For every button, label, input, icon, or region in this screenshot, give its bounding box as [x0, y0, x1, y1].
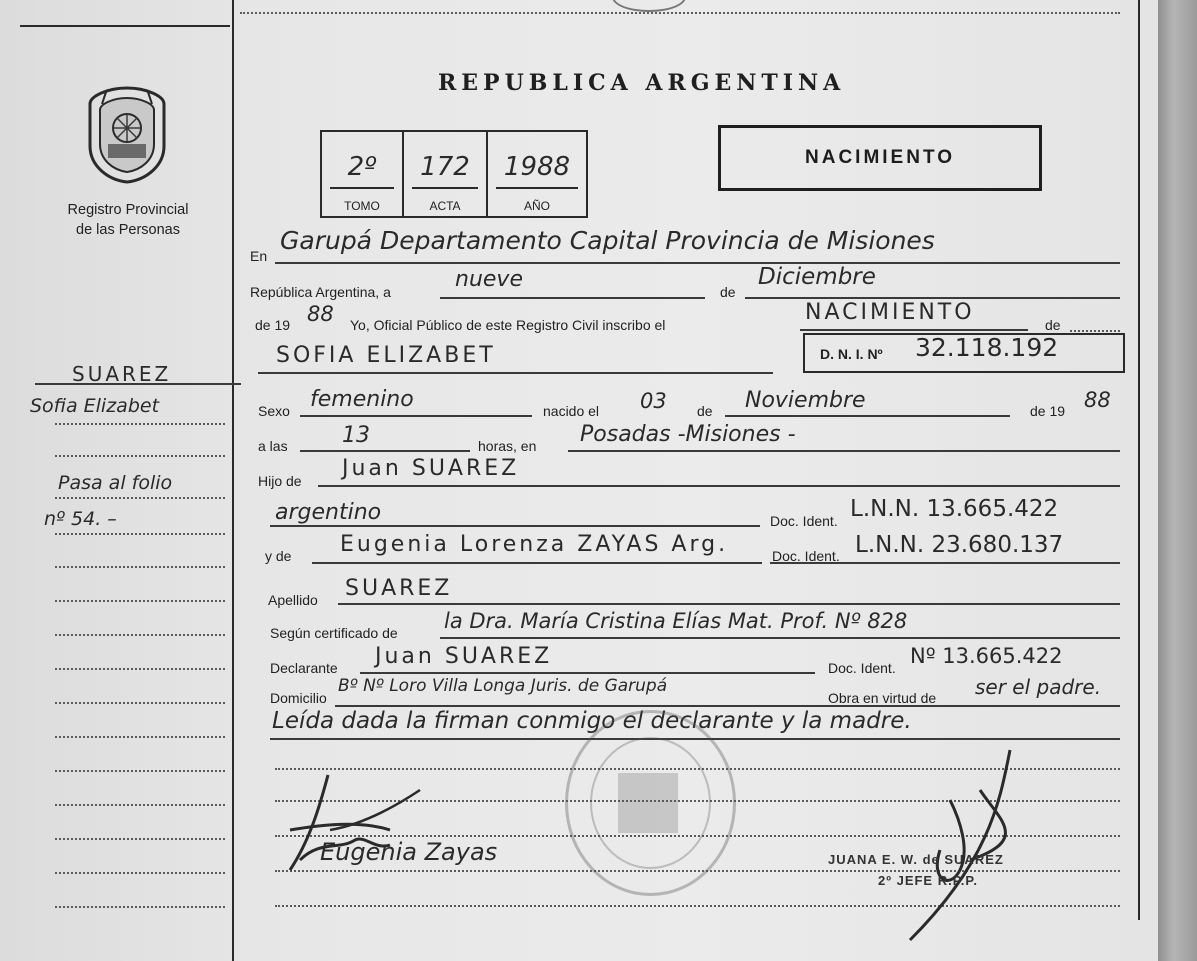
stub-dots-11: [55, 770, 225, 772]
act-type-box: NACIMIENTO: [718, 125, 1042, 191]
declarante-label: Declarante: [270, 660, 338, 676]
birth-month: Noviembre: [745, 388, 866, 413]
nationality-line: [270, 525, 760, 527]
domicilio-line: [335, 705, 1120, 707]
document-title: REPUBLICA ARGENTINA: [438, 70, 846, 96]
place-value: Posadas -Misiones -: [580, 422, 796, 447]
left-signature-mark: [270, 770, 430, 890]
dni-value: 32.118.192: [915, 333, 1059, 362]
top-dotted-line: [240, 12, 1120, 14]
domicilio-label: Domicilio: [270, 690, 327, 706]
day-value: nueve: [455, 267, 523, 292]
apellido-label: Apellido: [268, 592, 318, 608]
hour-line: [300, 450, 470, 452]
closing-text: Leída dada la firman conmigo el declarante y la madre.: [272, 708, 912, 734]
stub-divider: [232, 0, 234, 961]
birth-day: 03: [640, 389, 667, 413]
person-name-line: [258, 372, 773, 374]
en-label: En: [250, 248, 268, 264]
stub-dots-8: [55, 668, 225, 670]
year-prefix: de 19: [255, 317, 291, 333]
officer-title: 2º JEFE R.P.P.: [878, 873, 978, 888]
stub-dots-4: [55, 533, 225, 535]
margin-note-line2: nº 54. –: [44, 508, 117, 530]
sexo-line: [300, 415, 532, 417]
segun-line: [440, 637, 1120, 639]
margin-surname: SUAREZ: [72, 362, 172, 386]
acta-label: ACTA: [429, 199, 461, 213]
sexo-label: Sexo: [258, 403, 290, 419]
stub-dots-10: [55, 736, 225, 738]
registry-stamp: [565, 710, 736, 896]
month-value: Diciembre: [758, 264, 876, 290]
day-line: [440, 297, 705, 299]
stub-organization: [28, 200, 228, 240]
mother-name: Eugenia Lorenza ZAYAS Arg.: [340, 532, 729, 557]
acta-underline: [412, 187, 478, 189]
inscribe-dots: [1070, 330, 1120, 332]
mother-doc: L.N.N. 23.680.137: [855, 532, 1064, 558]
month-line: [745, 297, 1120, 299]
stub-dots-13: [55, 838, 225, 840]
stub-dots-12: [55, 804, 225, 806]
father-line: [318, 485, 1120, 487]
inscribe-value: NACIMIENTO: [805, 300, 975, 325]
tomo-cell: [322, 132, 404, 216]
father-doc: L.N.N. 13.665.422: [850, 496, 1059, 522]
stub-organization-line1: Registro Provincial: [67, 202, 189, 218]
registry-box: [320, 130, 588, 218]
apellido-value: SUAREZ: [345, 576, 453, 601]
birth-year-prefix: de 19: [1030, 403, 1066, 419]
tomo-value: 2º: [347, 152, 377, 182]
acta-value: 172: [420, 152, 470, 182]
y-de-label: y de: [265, 548, 292, 564]
officer-signature-mark: [890, 740, 1040, 950]
officer-name: JUANA E. W. de SUAREZ: [828, 852, 1004, 867]
tomo-label: TOMO: [344, 199, 380, 213]
obra-value: ser el padre.: [975, 675, 1102, 699]
margin-names: Sofia Elizabet: [30, 395, 160, 417]
segun-label: Según certificado de: [270, 625, 398, 641]
inscribe-de-label: de: [1045, 317, 1061, 333]
acta-cell: [404, 132, 488, 216]
provincial-seal-icon: [84, 84, 170, 184]
apellido-line: [338, 603, 1120, 605]
sexo-value: femenino: [310, 387, 414, 412]
a-las-label: a las: [258, 438, 288, 454]
hijo-label: Hijo de: [258, 473, 302, 489]
month-de-label: de: [720, 284, 736, 300]
mother-doc-line: [770, 562, 1120, 564]
en-line: [275, 262, 1120, 264]
stub-organization-line2: de las Personas: [76, 222, 180, 238]
hour-value: 13: [342, 423, 370, 448]
father-doc-label: Doc. Ident.: [770, 513, 838, 529]
margin-note-line1: Pasa al folio: [58, 472, 173, 494]
dni-box: [803, 333, 1125, 373]
dni-label: D. N. I. Nº: [820, 346, 883, 362]
form-right-border: [1138, 0, 1140, 920]
ano-cell: [488, 132, 586, 216]
inscribe-text: Yo, Oficial Público de este Registro Civil inscribo el: [350, 317, 666, 333]
stub-dots-7: [55, 634, 225, 636]
obra-label: Obra en virtud de: [828, 690, 937, 706]
place-line: [568, 450, 1120, 452]
tomo-underline: [330, 187, 394, 189]
stub-dots-5: [55, 566, 225, 568]
ano-label: AÑO: [523, 199, 550, 213]
page-edge: [1158, 0, 1197, 961]
domicilio-value: Bº Nº Loro Villa Longa Juris. de Garupá: [338, 676, 668, 696]
nacido-label: nacido el: [543, 403, 600, 419]
person-name: SOFIA ELIZABET: [276, 343, 496, 368]
republica-label: República Argentina, a: [250, 284, 391, 300]
year-value: 88: [307, 302, 334, 326]
birth-month-line: [725, 415, 1010, 417]
declarante-line: [360, 672, 815, 674]
ano-underline: [496, 187, 578, 189]
en-value: Garupá Departamento Capital Provincia de Misiones: [280, 226, 935, 255]
stub-dots-3: [55, 497, 225, 499]
father-name: Juan SUAREZ: [342, 456, 520, 481]
stamp-emblem-icon: [618, 773, 678, 833]
segun-value: la Dra. María Cristina Elías Mat. Prof. Nº 828: [444, 609, 908, 633]
stub-dots-14: [55, 872, 225, 874]
left-signature: Eugenia Zayas: [320, 838, 498, 866]
stub-dots-15: [55, 906, 225, 908]
ano-value: 1988: [503, 152, 571, 182]
stub-dots-1: [55, 423, 225, 425]
stub-dots-9: [55, 702, 225, 704]
horas-label: horas, en: [478, 438, 537, 454]
stub-dots-6: [55, 600, 225, 602]
mother-doc-label: Doc. Ident.: [772, 548, 840, 564]
declarante-doc: Nº 13.665.422: [910, 644, 1063, 668]
declarante-doc-label: Doc. Ident.: [828, 660, 896, 676]
stub-dots-2: [55, 455, 225, 457]
stub-line-1: [35, 383, 241, 385]
birth-de-label: de: [697, 403, 713, 419]
birth-year: 88: [1084, 388, 1111, 412]
declarante-value: Juan SUAREZ: [375, 644, 553, 669]
mother-line: [312, 562, 762, 564]
stub-top-rule: [20, 25, 230, 27]
inscribe-line: [800, 329, 1028, 331]
father-nationality: argentino: [275, 500, 382, 525]
